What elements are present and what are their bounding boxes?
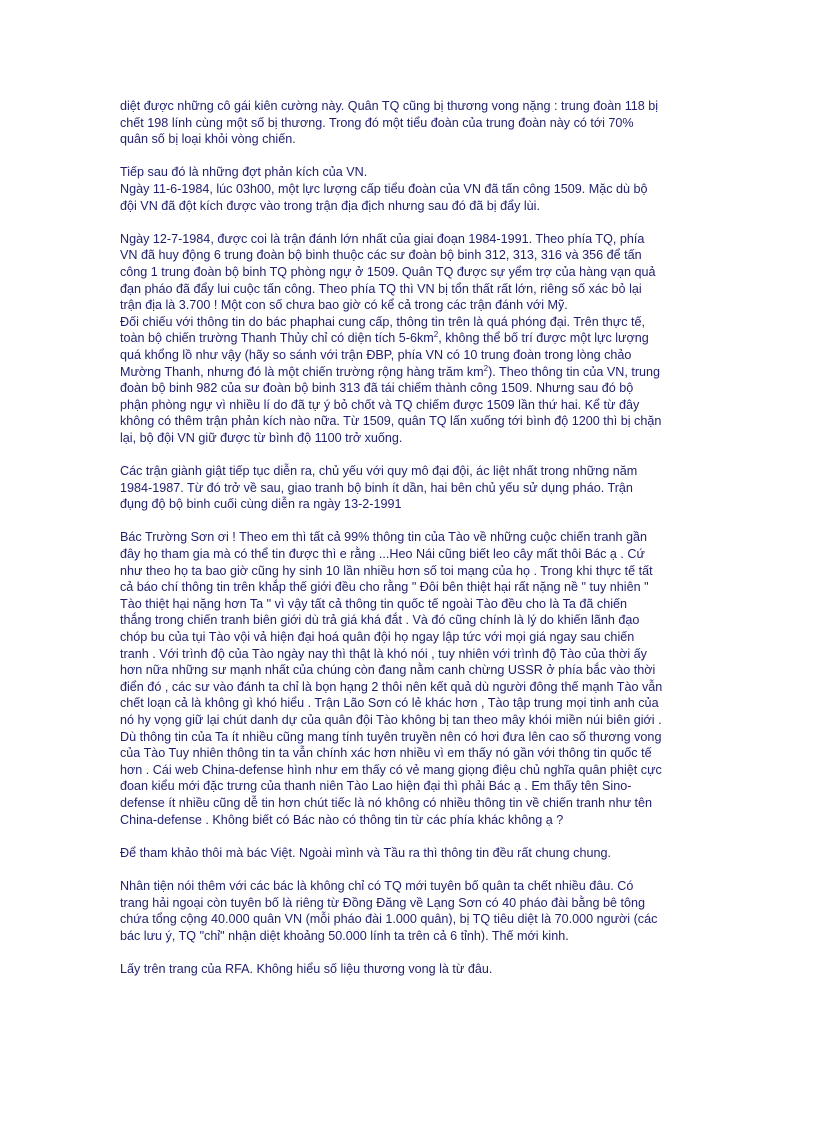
text-line: đụng độ bộ binh cuối cùng diễn ra ngày 13-2-1991 xyxy=(120,497,402,512)
text-line: đây họ tham gia mà có thể tin được thì e rằng ...Heo Nái cũng biết leo cây mất thôi Bác ạ . Cứ xyxy=(120,547,645,562)
text-line xyxy=(120,330,706,347)
text-line: quá khổng lồ như vậy (hãy so sánh với trận ĐBP, phía VN có 10 trung đoàn trong lòng chảo xyxy=(120,347,632,362)
text-line: trang hải ngoại còn tuyên bố là riêng từ Đồng Đăng về Lạng Sơn có 40 pháo đài bằng bê tông xyxy=(120,895,646,910)
paragraph-7 xyxy=(120,878,706,944)
paragraph-8 xyxy=(120,961,706,978)
text-line: Đối chiếu với thông tin do bác phaphai cung cấp, thông tin trên là quá phóng đại. Trên thực tế, xyxy=(120,314,645,329)
text-line: của Tào Tuy nhiên thông tin ta vẫn chính xác hơn nhiều vì em thấy nó gần với thông tin quốc tế xyxy=(120,746,652,761)
text-fragment: Mường Thanh, nhưng đó là một chiến trường rộng hàng trăm km xyxy=(120,364,484,379)
text-line: cả báo chí thông tin trên khắp thế giới đều cho rằng " Đôi bên thiệt hại rất nặng nề " tuy nhiên " xyxy=(120,580,649,595)
text-line: hơn nữa những sư mạnh nhất của chúng còn đang nằm canh chừng USSR ở phía bắc vào thời xyxy=(120,663,656,678)
text-line: Ngày 12-7-1984, được coi là trận đánh lớn nhất của giai đoạn 1984-1991. Theo phía TQ, phía xyxy=(120,231,645,246)
text-line: không có thêm trận phản kích nào nữa. Từ 1509, quân TQ lấn xuống tới bình độ 1200 thì bị chặn xyxy=(120,414,662,429)
text-line: lại, bộ đội VN giữ được từ bình độ 1100 trở xuống. xyxy=(120,430,403,445)
paragraph-3 xyxy=(120,231,706,447)
text-line: tranh . Với trình độ của Tào ngày nay thì thật là khó nói , tuy nhiên với trình độ Tào của thời ấy xyxy=(120,646,647,661)
text-line xyxy=(120,364,706,381)
text-line: defense ít nhiều cũng dễ tin hơn chút tiếc là nó không có nhiều thông tin về chiến tranh như tên xyxy=(120,795,653,810)
text-line: Bác Trường Sơn ơi ! Theo em thì tất cả 99% thông tin của Tào về những cuộc chiến tranh gần xyxy=(120,530,648,545)
document-page xyxy=(120,98,706,977)
text-line: chết 198 lính cùng một số bị thương. Trong đó một tiểu đoàn của trung đoàn này có tới 70% xyxy=(120,115,634,130)
paragraph-4 xyxy=(120,463,706,513)
text-line: như theo họ ta bao giờ cũng hy sinh 10 lần nhiều hơn số toi mạng của họ . Trong khi thực tế tất xyxy=(120,563,653,578)
text-line: Tiếp sau đó là những đợt phản kích của VN. xyxy=(120,165,368,180)
paragraph-6 xyxy=(120,845,706,862)
text-line: đội VN đã đột kích được vào trong trận địa địch nhưng sau đó đã bị đẩy lùi. xyxy=(120,198,540,213)
text-fragment: toàn bộ chiến trường Thanh Thủy chỉ có diện tích 5-6km xyxy=(120,331,434,346)
superscript: 2 xyxy=(483,363,489,373)
text-line: bác lưu ý, TQ "chỉ" nhận diệt khoảng 50.000 lính ta trên cả 6 tỉnh). Thế mới kinh. xyxy=(120,928,569,943)
text-fragment: , không thể bố trí được một lực lượng xyxy=(438,331,649,346)
text-line: đoan kiểu mới đặc trưng của thanh niên Tào Lao hiện đại thì phải Bác ạ . Em thấy tên Sino- xyxy=(120,779,632,794)
text-line: thắng trong chiến tranh biên giới dù trả giá khá đắt . Và đó cũng chính là lý do khiến lãnh đạo xyxy=(120,613,640,628)
text-line: Ngày 11-6-1984, lúc 03h00, một lực lượng cấp tiểu đoàn của VN đã tấn công 1509. Mặc dù bộ xyxy=(120,181,648,196)
text-line: Dù thông tin của Ta ít nhiều cũng mang tính tuyên truyền nên có hơi đưa lên cao số thương vong xyxy=(120,729,662,744)
text-line: đạn pháo đã đẩy lui cuộc tấn công. Theo phía TQ thì VN bị tổn thất rất lớn, riêng số xác bỏ lại xyxy=(120,281,642,296)
text-line: đoàn bộ binh 982 của sư đoàn bộ binh 313 đã tái chiếm thành công 1509. Nhưng sau đó bộ xyxy=(120,381,634,396)
text-line: China-defense . Không biết có Bác nào có thông tin từ các phía khác không ạ ? xyxy=(120,812,564,827)
text-line: chứa tổng cộng 40.000 quân VN (mỗi pháo đài 1.000 quân), bị TQ tiêu diệt là 70.000 người (các xyxy=(120,912,658,927)
text-line: công 1 trung đoàn bộ binh TQ phòng ngự ở 1509. Quân TQ được sự yểm trợ của hàng vạn quả xyxy=(120,264,656,279)
superscript: 2 xyxy=(433,330,439,340)
text-line: phận phòng ngự vì nhiều lí do đã tự ý bỏ chốt và TQ chiếm được 1509 lần thứ hai. Kể từ đây xyxy=(120,397,640,412)
text-line: Nhân tiện nói thêm với các bác là không chỉ có TQ mới tuyên bố quân ta chết nhiều đâu. Có xyxy=(120,878,634,893)
text-line: nó hy vọng giữ lại chút danh dự của quân đội Tào không bị tan theo mây khói miền núi biên giới . xyxy=(120,712,662,727)
text-line: chết loạn cả là không gì khó hiểu . Trận Lão Sơn có lẻ khác hơn , Tào tập trung mọi tinh anh của xyxy=(120,696,659,711)
text-fragment: ). Theo thông tin của VN, trung xyxy=(488,364,661,379)
text-line: VN đã huy động 6 trung đoàn bộ binh thuộc các sư đoàn bộ binh 312, 313, 316 và 356 để tấn xyxy=(120,248,642,263)
text-line: hơn . Cái web China-defense hình như em thấy có vẻ mang giọng điệu chủ nghĩa quân phiệt cực xyxy=(120,762,662,777)
text-line: Lấy trên trang của RFA. Không hiểu số liệu thương vong là từ đâu. xyxy=(120,961,493,976)
text-line: trận địa là 3.700 ! Một con số chưa bao giờ có kể cả trong các trận đánh với Mỹ. xyxy=(120,298,568,313)
paragraph-1 xyxy=(120,98,706,148)
text-line: diệt được những cô gái kiên cường này. Quân TQ cũng bị thương vong nặng : trung đoàn 118 bị xyxy=(120,99,659,113)
text-line: 1984-1987. Từ đó trở về sau, giao tranh bộ binh ít dần, hai bên chủ yếu sử dụng pháo. Trận xyxy=(120,480,633,495)
text-line: Để tham khảo thôi mà bác Việt. Ngoài mình và Tầu ra thì thông tin đều rất chung chung. xyxy=(120,845,611,860)
paragraph-2 xyxy=(120,164,706,214)
text-line: Các trận giành giật tiếp tục diễn ra, chủ yếu với quy mô đại đội, ác liệt nhất trong những năm xyxy=(120,464,638,479)
text-line: quân số bị loại khỏi vòng chiến. xyxy=(120,132,296,147)
text-line: Tào thiệt hại nặng hơn Ta " vì vậy tất cả thông tin quốc tế ngoài Tào đều cho là Ta đã chiến xyxy=(120,596,628,611)
text-line: chóp bu của tụi Tào vội vả hiện đại hoá quân đội họ ngay lập tức với mọi giá ngay sau chiến xyxy=(120,630,635,644)
text-line: điển đó , các sư vào đánh ta chỉ là bọn hạng 2 thôi nên kết quả dù người đông thế mạnh Tào vẫn xyxy=(120,679,663,694)
paragraph-5 xyxy=(120,529,706,828)
